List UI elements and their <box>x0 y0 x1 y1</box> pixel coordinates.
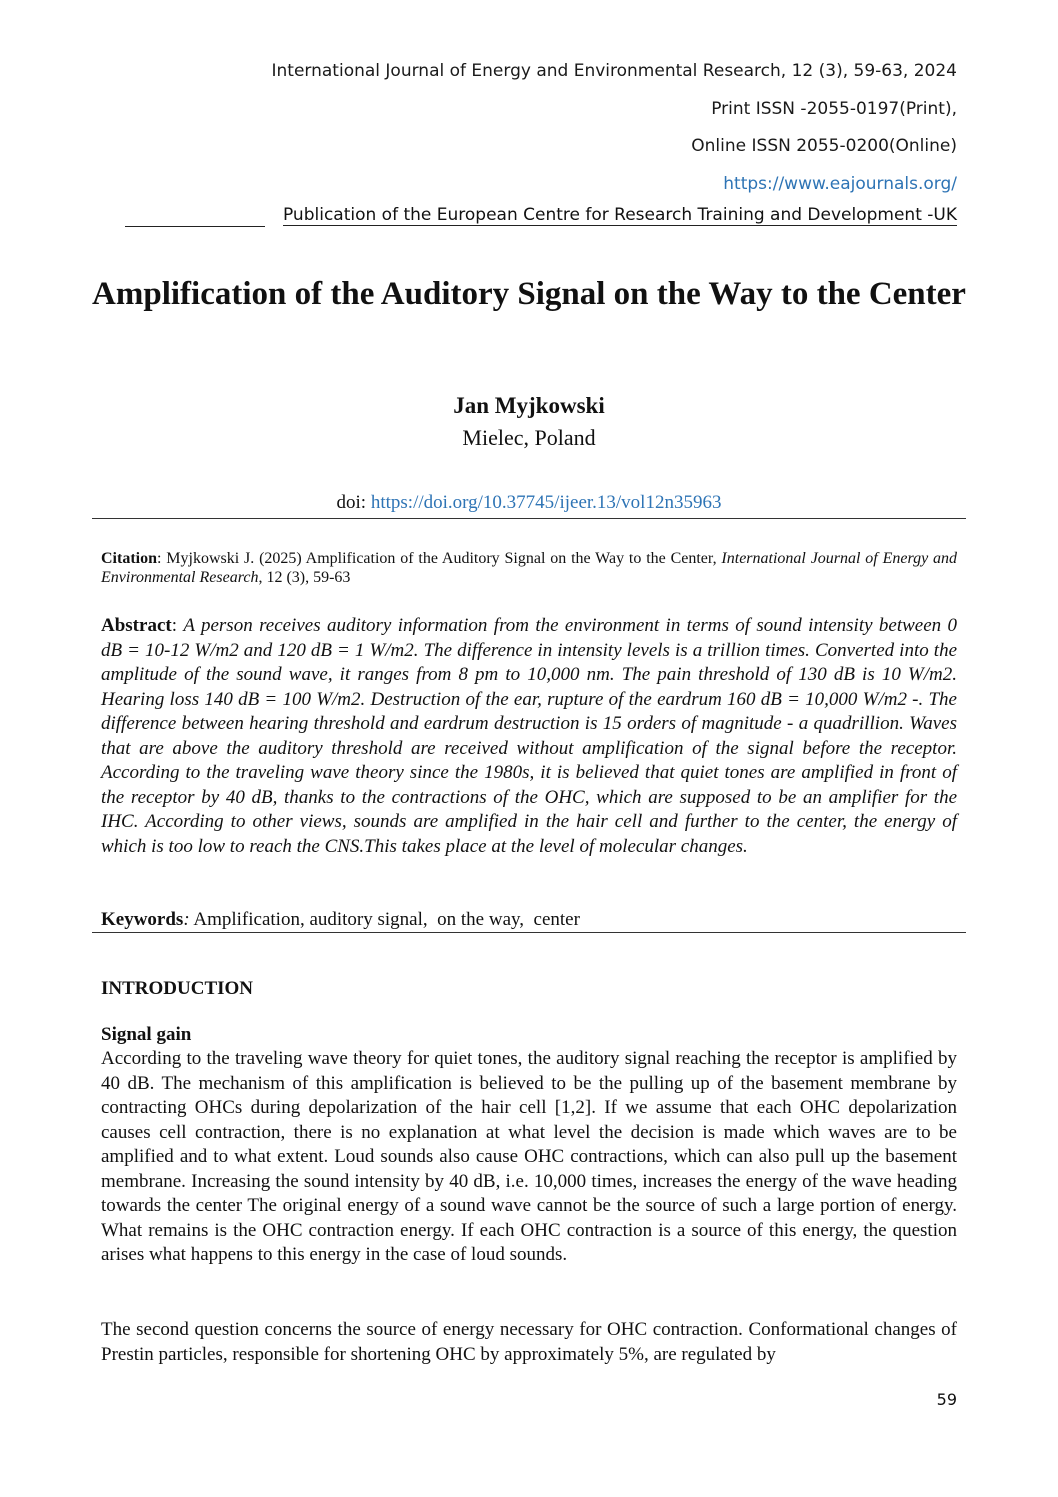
citation-text: : Myjkowski J. (2025) Amplification of the Auditory Signal on the Way to the Center, <box>157 550 722 567</box>
abstract-sep: : <box>171 615 177 636</box>
keywords-label: Keywords <box>101 909 184 930</box>
subsection-heading: Signal gain <box>101 1024 192 1045</box>
paper-title: Amplification of the Auditory Signal on the Way to the Center <box>92 276 966 312</box>
running-header <box>272 62 957 212</box>
page-number: 59 <box>936 1390 957 1409</box>
top-divider <box>92 518 966 519</box>
citation-tail: , 12 (3), 59-63 <box>258 569 351 586</box>
header-rule <box>125 226 265 227</box>
online-issn: Online ISSN 2055-0200(Online) <box>691 136 957 156</box>
author-name: Jan Myjkowski <box>453 393 605 418</box>
print-issn: Print ISSN -2055-0197(Print), <box>711 98 957 119</box>
abstract-text: A person receives auditory information from the environment in terms of sound intensity between 0 dB = 10-12 W/m2 and 120 dB = 1 W/m2. The difference in intensity levels is a trillion times. Converted into the amplitude of the sound wave, it ranges from 8 pm to 10,000 nm. The pain threshold of 130 dB is 10 W/m2. Hearing loss 140 dB = 100 W/m2. Destruction of the ear, rupture of the eardrum 160 dB = 10,000 W/m2 -. The difference between hearing threshold and eardrum destruction is 15 orders of magnitude - a quadrillion. Waves that are above the auditory threshold are received without amplification of the signal before the receptor. According to the traveling wave theory since the 1980s, it is believed that quiet tones are amplified in front of the receptor by 40 dB, thanks to the contractions of the OHC, which are supposed to be an amplifier for the IHC. According to other views, sounds are amplified in the hair cell and further to the center, the energy of which is too low to reach the CNS.This takes place at the level of molecular changes. <box>101 615 958 857</box>
citation-label: Citation <box>101 550 157 567</box>
body-paragraph-1: According to the traveling wave theory for quiet tones, the auditory signal reaching the receptor is amplified by 40 dB. The mechanism of this amplification is believed to be the pulling up of the basement membrane by contracting OHCs during depolarization of the hair cell [1,2]. If we assume that each OHC depolarization causes cell contraction, there is no explanation at what level the decision is made which waves are to be amplified and to what extent. Loud sounds also cause OHC contractions, which can also pull up the basement membrane. Increasing the sound intensity by 40 dB, i.e. 10,000 times, increases the energy of the wave heading towards the center The original energy of a sound wave cannot be the source of such a large portion of energy. What remains is the OHC contraction energy. If each OHC contraction is a source of this energy, the question arises what happens to this energy in the case of loud sounds. <box>101 1048 957 1265</box>
abstract-label: Abstract <box>101 615 172 636</box>
doi-line <box>0 492 1058 514</box>
citation-journal: International Journal of Energy and Environmental Research <box>101 550 958 586</box>
keywords-divider <box>92 932 966 933</box>
journal-line: International Journal of Energy and Environmental Research, 12 (3), 59-63, 2024 <box>271 61 957 81</box>
citation-block <box>101 549 957 587</box>
keywords-block <box>101 908 957 932</box>
section-heading-introduction: INTRODUCTION <box>101 978 254 999</box>
keywords-text: Amplification, auditory signal, on the way, center <box>189 909 580 930</box>
abstract-block <box>101 614 957 859</box>
doi-link[interactable]: https://doi.org/10.37745/ijeer.13/vol12n35963 <box>370 492 722 513</box>
doi-label: doi: <box>336 492 367 513</box>
author-affiliation: Mielec, Poland <box>462 425 596 450</box>
body-paragraph-2: The second question concerns the source of energy necessary for OHC contraction. Conformational changes of Prestin particles, responsible for shortening OHC by approximately 5%, are regulated by <box>101 1319 957 1365</box>
publisher-line <box>125 205 957 227</box>
keywords-sep: : <box>183 909 190 930</box>
publisher-text: Publication of the European Centre for Research Training and Development -UK <box>282 205 957 225</box>
journal-url-link[interactable]: https://www.eajournals.org/ <box>723 173 957 194</box>
